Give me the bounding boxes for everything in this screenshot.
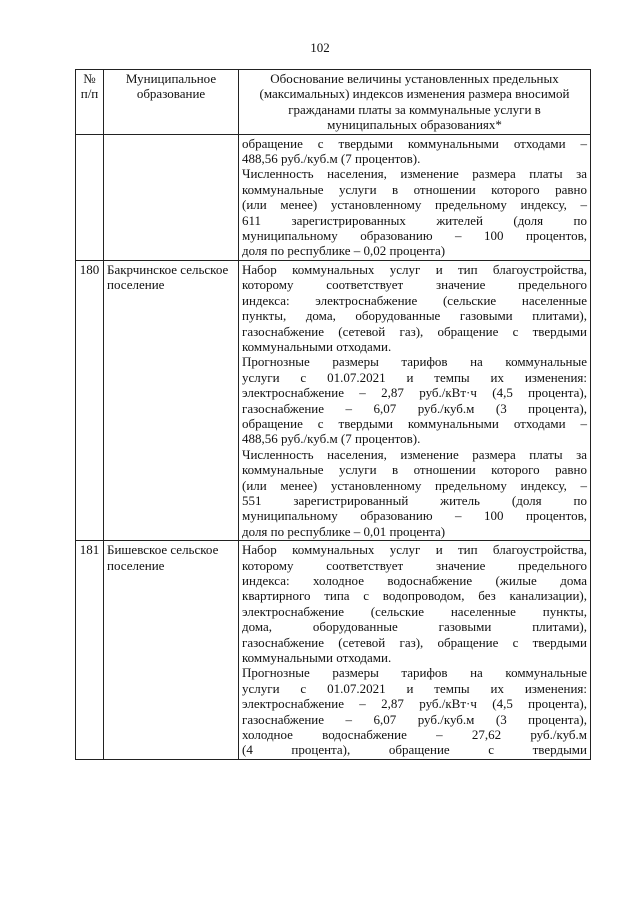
text-line: 488,56 руб./куб.м (7 процентов). — [242, 151, 421, 167]
text-line: 551 зарегистрированный житель (доля по — [242, 492, 587, 508]
text-line: электроснабжение – 2,87 руб./кВт·ч (4,5 процента), — [242, 385, 587, 401]
text-line: Прогнозные размеры тарифов на коммунальные — [242, 665, 587, 681]
population-paragraph — [242, 447, 587, 539]
table-row-continuation — [76, 134, 591, 260]
text-line: Набор коммунальных услуг и тип благоустройства, — [242, 261, 587, 277]
services-paragraph — [242, 542, 587, 665]
text-line: Набор коммунальных услуг и тип благоустройства, — [242, 542, 587, 558]
table-row-181 — [76, 541, 591, 760]
text-line: индекса: электроснабжение (сельские населенные — [242, 292, 587, 308]
text-line: коммунальные услуги в отношении которого равно — [242, 462, 587, 478]
text-line: газоснабжение (сетевой газ), обращение с твердыми — [242, 634, 587, 650]
text-line: коммунальными отходами. — [242, 338, 392, 354]
text-line: квартирного типа с водопроводом, без канализации), — [242, 588, 587, 604]
text-line: (или менее) установленному предельному индексу, – — [242, 197, 587, 213]
table-row-180 — [76, 260, 591, 540]
text-line: доля по республике – 0,02 процента) — [242, 243, 446, 259]
text-line: доля по республике – 0,01 процента) — [242, 523, 446, 539]
municipality-name: Бакрчинское сельское поселение — [104, 260, 239, 540]
row-number: 181 — [76, 541, 104, 760]
text-line: электроснабжение (сельские населенные пункты, — [242, 603, 587, 619]
justification-cell — [239, 260, 591, 540]
continuation-population-paragraph — [242, 166, 587, 258]
text-line: электроснабжение – 2,87 руб./кВт·ч (4,5 процента), — [242, 696, 587, 712]
text-line: газоснабжение – 6,07 руб./куб.м (3 процента), — [242, 400, 587, 416]
row-number: 180 — [76, 260, 104, 540]
text-line: которому соответствует значение предельного — [242, 557, 587, 573]
text-line: Численность населения, изменение размера платы за — [242, 166, 587, 182]
text-line: обращение с твердыми коммунальными отходами – — [242, 415, 587, 431]
continuation-tariffs-paragraph — [242, 136, 587, 167]
header-municipality: Муниципальное образование — [104, 70, 239, 135]
text-line: 611 зарегистрированных жителей (доля по — [242, 212, 587, 228]
text-line: газоснабжение – 6,07 руб./куб.м (3 процента), — [242, 711, 587, 727]
text-line: газоснабжение (сетевой газ), обращение с твердыми — [242, 323, 587, 339]
text-line: 488,56 руб./куб.м (7 процентов). — [242, 431, 421, 447]
text-line: индекса: холодное водоснабжение (жилые дома — [242, 573, 587, 588]
text-line: которому соответствует значение предельного — [242, 277, 587, 293]
text-line: холодное водоснабжение – 27,62 руб./куб.м — [242, 727, 587, 743]
header-justification: Обоснование величины установленных предельных (максимальных) индексов изменения размера вносимой гражданами платы за коммунальные услуги в муниципальных образованиях* — [239, 70, 591, 135]
page-number: 102 — [310, 40, 330, 55]
text-line: услуги с 01.07.2021 и темпы их изменения: — [242, 680, 587, 696]
text-line: Прогнозные размеры тарифов на коммунальные — [242, 354, 587, 370]
text-line: (или менее) установленному предельному индексу, – — [242, 477, 587, 493]
text-line: Численность населения, изменение размера платы за — [242, 446, 587, 462]
tariffs-paragraph — [242, 665, 587, 757]
text-line: (4 процента), обращение с твердыми — [242, 742, 587, 758]
municipality-name: Бишевское сельское поселение — [104, 541, 239, 760]
text-line: муниципальному образованию – 100 процентов, — [242, 508, 587, 524]
tariffs-paragraph — [242, 354, 587, 446]
text-line: коммунальные услуги в отношении которого равно — [242, 181, 587, 197]
table-header-row — [76, 70, 591, 135]
indices-table — [75, 69, 591, 760]
continuation-num-cell — [76, 134, 104, 260]
text-line: дома, оборудованные газовыми плитами), — [242, 619, 587, 635]
services-paragraph — [242, 262, 587, 354]
header-number: № п/п — [76, 70, 104, 135]
text-line: муниципальному образованию – 100 процентов, — [242, 228, 587, 244]
text-line: коммунальными отходами. — [242, 650, 392, 666]
continuation-municipality-cell — [104, 134, 239, 260]
text-line: пункты, дома, оборудованные газовыми плитами), — [242, 308, 587, 324]
text-line: услуги с 01.07.2021 и темпы их изменения: — [242, 369, 587, 385]
justification-cell — [239, 541, 591, 760]
continuation-justification-cell — [239, 134, 591, 260]
text-line: обращение с твердыми коммунальными отходами – — [242, 135, 587, 151]
